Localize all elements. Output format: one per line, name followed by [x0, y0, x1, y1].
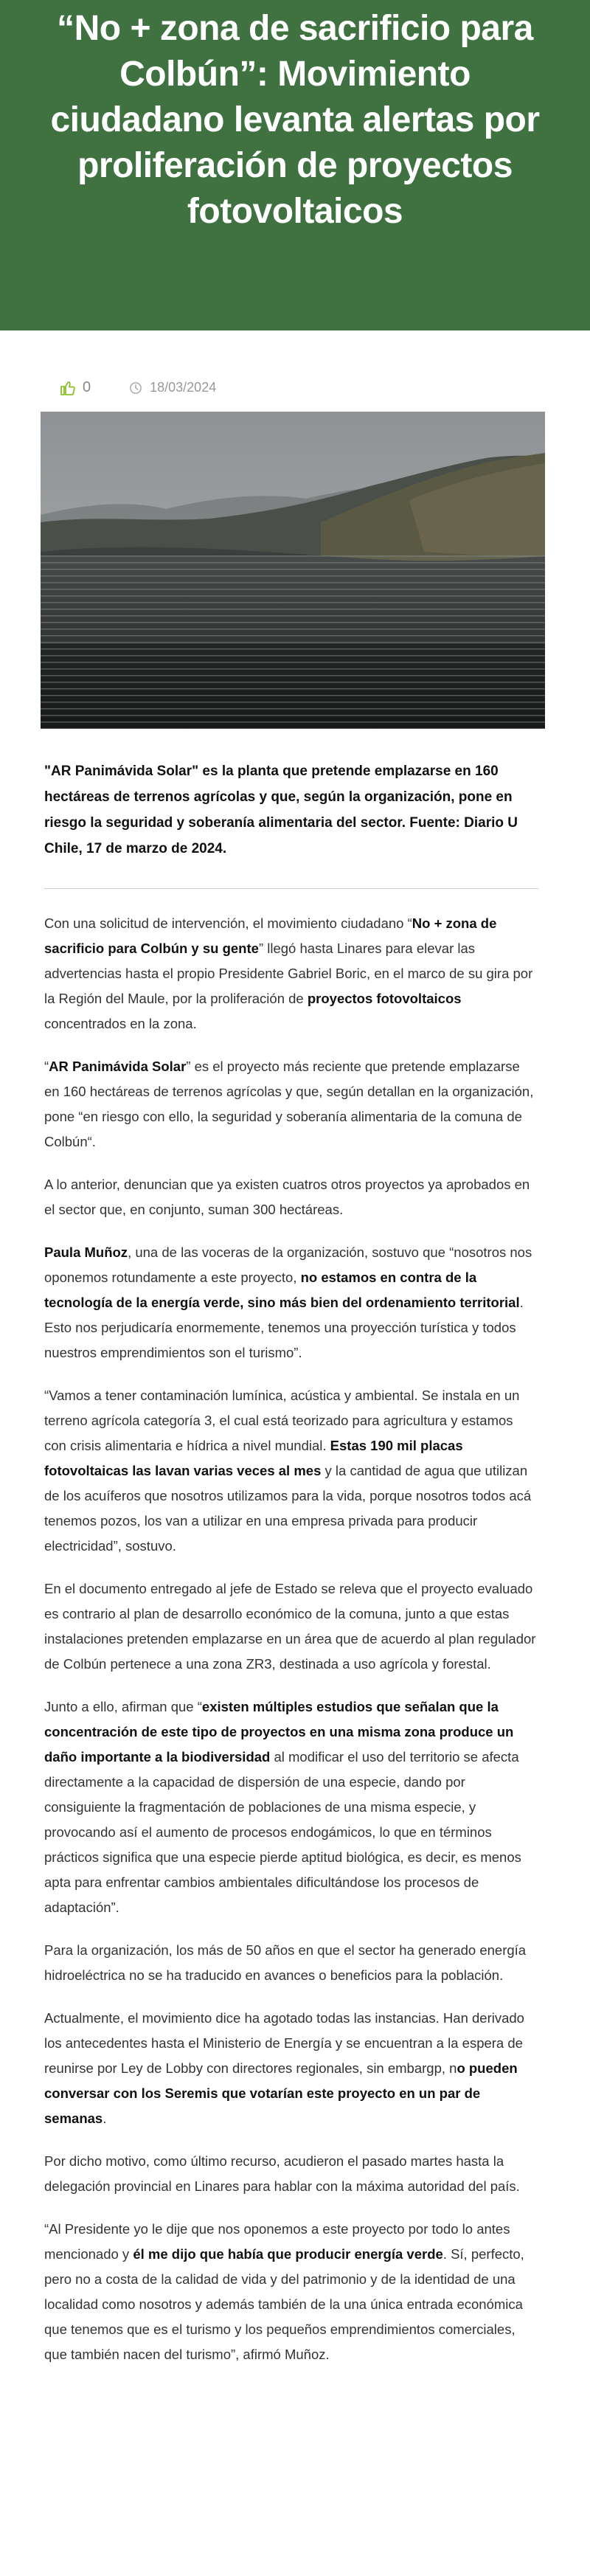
bold-text: existen múltiples estudios que señalan que la concentración de este tipo de proyectos en una misma zona produce un daño importante a la biodiversidad — [44, 1699, 514, 1765]
text-run: “Vamos a tener contaminación lumínica, acústica y ambiental. Se instala en un terreno agrícola categoría 3, el cual está teorizado para agricultura y estamos con crisis alimentaria e hídrica a nivel mundial. — [44, 1388, 520, 1453]
body-paragraph — [44, 2217, 538, 2367]
text-run: A lo anterior, denuncian que ya existen cuatros otros proyectos ya aprobados en el sector que, en conjunto, suman 300 hectáreas. — [44, 1177, 530, 1217]
body-paragraph — [44, 911, 538, 1036]
text-run: Para la organización, los más de 50 años en que el sector ha generado energía hidroeléctrica no se ha traducido en avances o beneficios para la población. — [44, 1942, 527, 1983]
body-paragraph — [44, 1576, 538, 1677]
text-run: “Al Presidente yo le dije que nos oponemos a este proyecto por todo lo antes mencionado y — [44, 2221, 510, 2262]
bold-text: proyectos fotovoltaicos — [307, 991, 462, 1006]
body-paragraph — [44, 1383, 538, 1559]
body-paragraph — [44, 1054, 538, 1154]
publish-date — [129, 380, 216, 395]
body-paragraph — [44, 1938, 538, 1988]
date-text: 18/03/2024 — [150, 380, 217, 395]
article-photo — [41, 412, 545, 729]
text-run: , una de las voceras de la organización, sostuvo que “nosotros nos oponemos rotundamente a este proyecto, — [44, 1244, 532, 1285]
body-paragraph — [44, 1694, 538, 1920]
text-run: ” llegó hasta Linares para elevar las advertencias hasta el propio Presidente Gabriel Boric, en el marco de su gira por la Región del Maule, por la proliferación de — [44, 941, 533, 1006]
text-run: concentrados en la zona. — [44, 1016, 197, 1031]
like-count: 0 — [83, 379, 91, 395]
thumbs-up-icon[interactable] — [59, 379, 77, 397]
bold-text: Paula Muñoz — [44, 1244, 128, 1260]
photo-caption: "AR Panimávida Solar" es la planta que pretende emplazarse en 160 hectáreas de terrenos agrícolas y que, según la organización, pone en riesgo la seguridad y soberanía alimentaria del sector. Fuente: Diario U Chile, 17 de marzo de 2024. — [44, 764, 518, 856]
article-title: “No + zona de sacrificio para Colbún”: Movimiento ciudadano levanta alertas por proliferación de proyectos fotovoltaicos — [50, 9, 540, 231]
body-paragraph — [44, 1240, 538, 1365]
text-run: al modificar el uso del territorio se afecta directamente a la capacidad de dispersión de una especie, dando por consiguiente la fragmentación de poblaciones de una misma especie, y provocando así el aumento de procesos endogámicos, lo que en términos prácticos significa que una especie pierde aptitud biológica, es decir, es menos apta para enfrentar cambios ambientales dificultándose los procesos de adaptación”. — [44, 1749, 521, 1915]
text-run: “ — [44, 1059, 49, 1074]
text-run: Por dicho motivo, como último recurso, acudieron el pasado martes hasta la delegación provincial en Linares para hablar con la máxima autoridad del país. — [44, 2153, 520, 2194]
text-run: Junto a ello, afirman que “ — [44, 1699, 202, 1714]
bold-text: Estas 190 mil placas fotovoltaicas las lavan varias veces al mes — [44, 1438, 463, 1478]
text-run: Actualmente, el movimiento dice ha agotado todas las instancias. Han derivado los antecedentes hasta el Ministerio de Energía y se encuentran a la espera de reunirse por Ley de Lobby con directores regionales, sin embargp, n — [44, 2010, 524, 2076]
bold-text: AR Panimávida Solar — [49, 1059, 187, 1074]
article-meta — [0, 330, 590, 412]
bold-text: o pueden conversar con los Seremis que votarían este proyecto en un par de semanas — [44, 2060, 518, 2126]
body-paragraph — [44, 2006, 538, 2131]
bold-text: No + zona de sacrificio para Colbún y su gente — [44, 915, 497, 956]
text-run: En el documento entregado al jefe de Estado se releva que el proyecto evaluado es contrario al plan de desarrollo económico de la comuna, junto a que estas instalaciones pretenden emplazarse en un área que de acuerdo al plan regulador de Colbún pertenece a una zona ZR3, destinada a uso agrícola y forestal. — [44, 1581, 536, 1672]
clock-icon — [129, 381, 142, 395]
article-body — [44, 911, 538, 2367]
divider — [44, 888, 538, 889]
text-run: . Sí, perfecto, pero no a costa de la calidad de vida y del patrimonio y de la identidad de una localidad como nosotros y además también de la una única entrada económica que tenemos que es el turismo y los pequeños emprendimientos comerciales, que también nacen del turismo”, afirmó Muñoz. — [44, 2246, 524, 2362]
text-run: Con una solicitud de intervención, el movimiento ciudadano “ — [44, 915, 412, 931]
text-run: . Esto nos perjudicaría enormemente, tenemos una proyección turística y todos nuestros emprendimientos son el turismo”. — [44, 1295, 524, 1360]
like-counter[interactable] — [59, 379, 91, 397]
article-header — [0, 0, 590, 330]
body-paragraph — [44, 2149, 538, 2199]
text-run: . — [103, 2111, 107, 2126]
bold-text: él me dijo que había que producir energía verde — [133, 2246, 443, 2262]
text-run: ” es el proyecto más reciente que pretende emplazarse en 160 hectáreas de terrenos agrícolas y que, según detallan en la organización, pone “en riesgo con ello, la seguridad y soberanía alimentaria de la comuna de Colbún“. — [44, 1059, 534, 1149]
body-paragraph — [44, 1172, 538, 1222]
bold-text: no estamos en contra de la tecnología de la energía verde, sino más bien del ordenamiento territorial — [44, 1270, 520, 1310]
text-run: y la cantidad de agua que utilizan de los acuíferos que nosotros utilizamos para la vida, porque nosotros todos acá tenemos pozos, los van a utilizar en una empresa privada para producir electricidad”, sostuvo. — [44, 1463, 532, 1554]
